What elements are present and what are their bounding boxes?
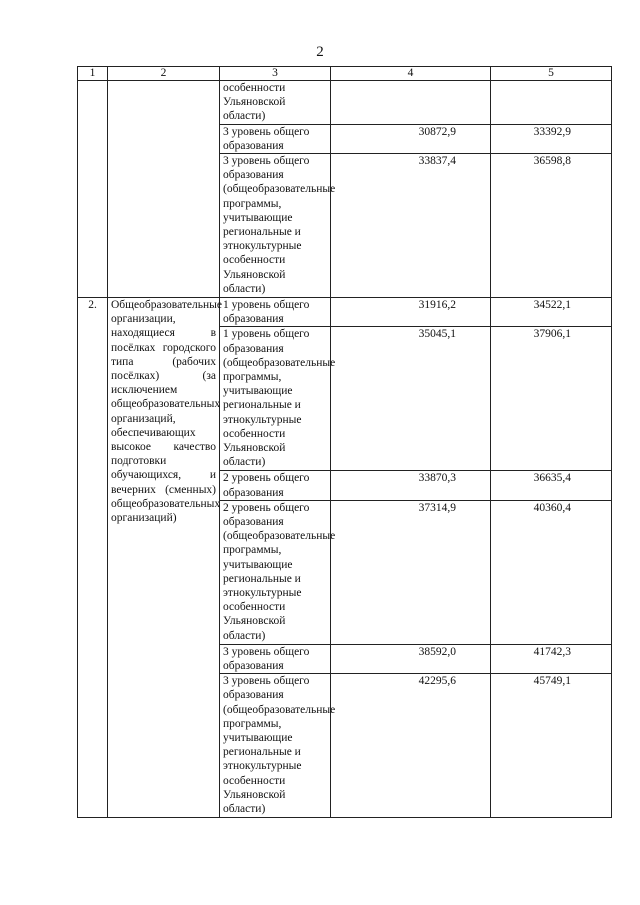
value-col4: 38592,0: [331, 644, 491, 673]
education-level-cell: 2 уровень общего образования: [220, 471, 331, 500]
value-col5: 34522,1: [491, 298, 612, 327]
value-col5: 36598,8: [491, 154, 612, 298]
education-level-cell: 1 уровень общего образования (общеобразовательные программы, учитывающие региональные и этнокультурные особенности Ульяновской области): [220, 327, 331, 471]
value-col4: 37314,9: [331, 500, 491, 644]
education-level-cell: 3 уровень общего образования (общеобразовательные программы, учитывающие региональные и этнокультурные особенности Ульяновской области): [220, 154, 331, 298]
value-col4: 30872,9: [331, 124, 491, 153]
education-level-cell: 3 уровень общего образования: [220, 644, 331, 673]
column-header: 2: [108, 67, 220, 81]
education-level-cell: 1 уровень общего образования: [220, 298, 331, 327]
education-level-cell: 2 уровень общего образования (общеобразовательные программы, учитывающие региональные и этнокультурные особенности Ульяновской области): [220, 500, 331, 644]
value-col5: [491, 81, 612, 125]
value-col5: 41742,3: [491, 644, 612, 673]
education-level-cell: особенности Ульяновской области): [220, 81, 331, 125]
value-col4: [331, 81, 491, 125]
value-col5: 45749,1: [491, 674, 612, 818]
table-row: [78, 298, 612, 327]
education-level-cell: 3 уровень общего образования: [220, 124, 331, 153]
value-col4: 33870,3: [331, 471, 491, 500]
page-number: 2: [316, 44, 324, 60]
value-col5: 36635,4: [491, 471, 612, 500]
column-header: 1: [78, 67, 108, 81]
column-header: 4: [331, 67, 491, 81]
value-col4: 31916,2: [331, 298, 491, 327]
value-col4: 33837,4: [331, 154, 491, 298]
column-header: 5: [491, 67, 612, 81]
value-col4: 42295,6: [331, 674, 491, 818]
section-number-cell: 2.: [78, 298, 108, 818]
value-col5: 33392,9: [491, 124, 612, 153]
section-number-cell: [78, 81, 108, 298]
column-number-row: [78, 67, 612, 81]
org-type-cell: Общеобразовательные организации, находящиеся в посёлках городского типа (рабочих посёлках) (за исключением общеобразовательных организаций, обеспечивающих высокое качество подготовки обучающихся, и вечерних (сменных) общеобразовательных организаций): [108, 298, 220, 818]
org-type-cell: [108, 81, 220, 298]
value-col5: 40360,4: [491, 500, 612, 644]
education-level-cell: 3 уровень общего образования (общеобразовательные программы, учитывающие региональные и этнокультурные особенности Ульяновской области): [220, 674, 331, 818]
value-col4: 35045,1: [331, 327, 491, 471]
value-col5: 37906,1: [491, 327, 612, 471]
table-row: [78, 81, 612, 125]
column-header: 3: [220, 67, 331, 81]
normatives-table: [77, 66, 612, 818]
